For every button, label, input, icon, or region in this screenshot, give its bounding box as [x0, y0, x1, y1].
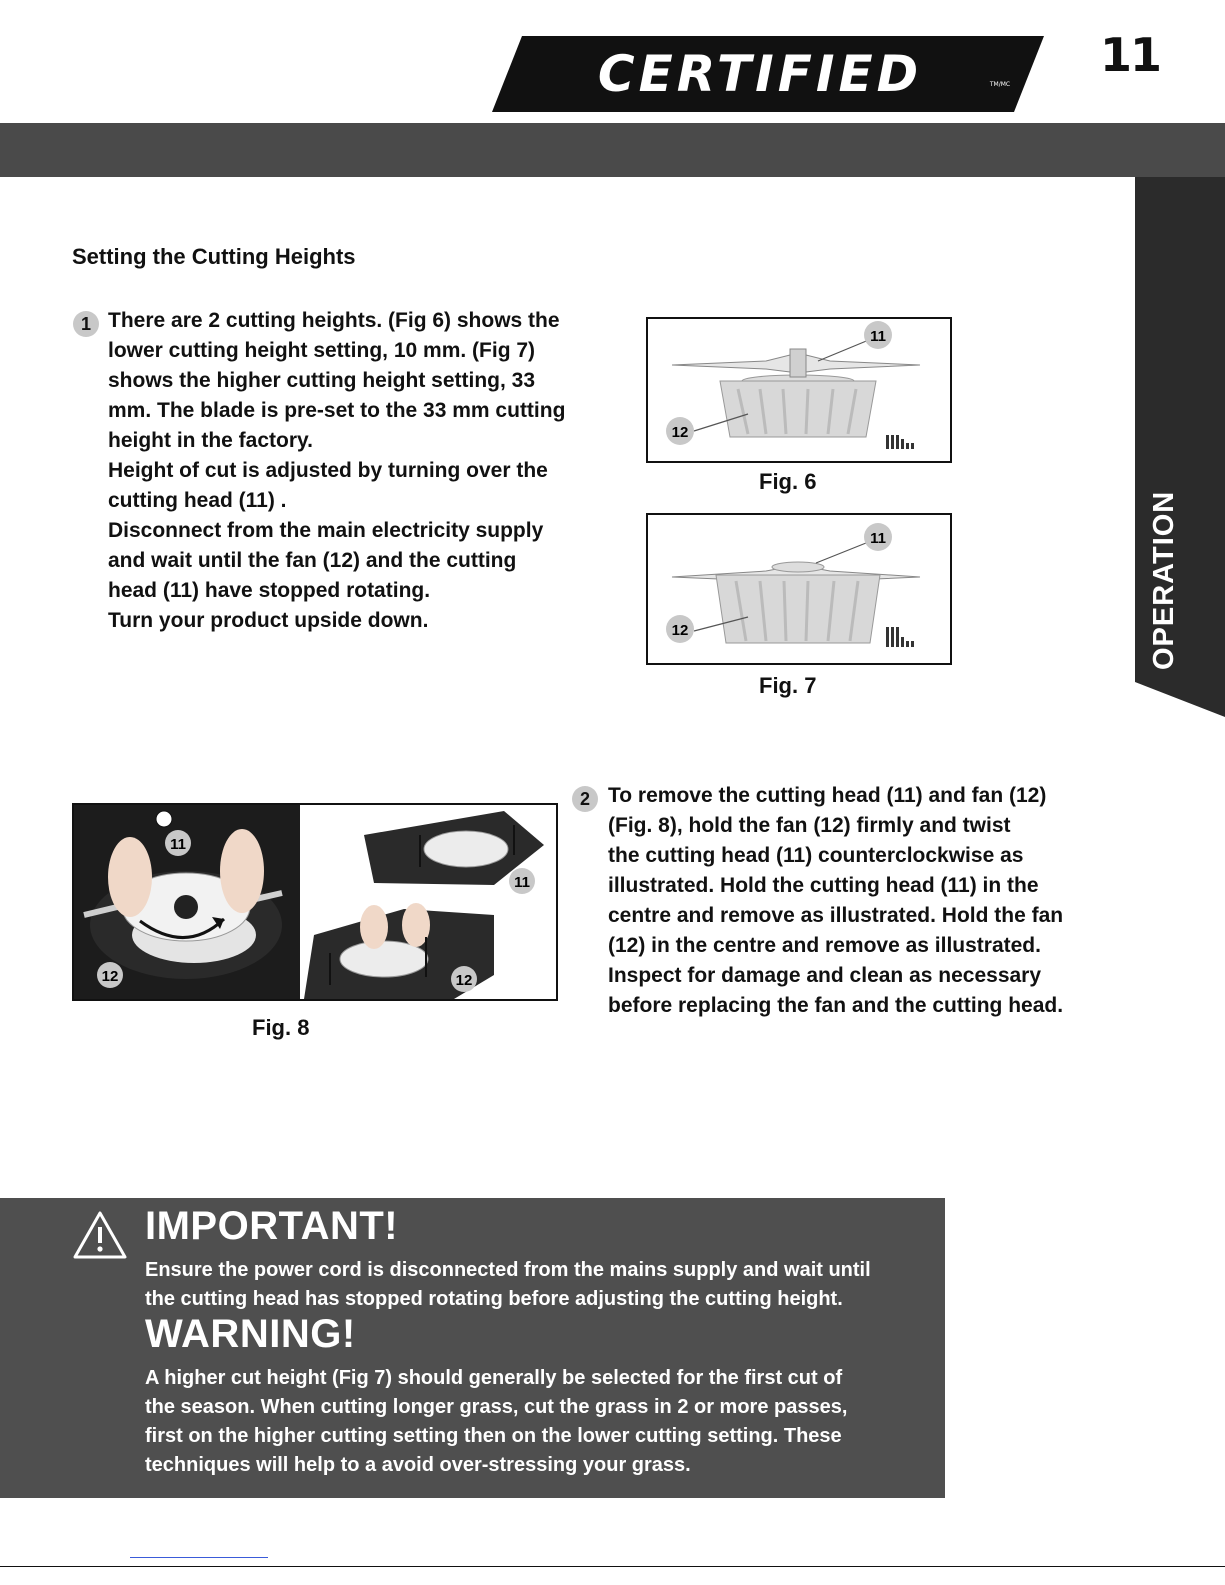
text-line: cutting head (11) .	[108, 489, 287, 512]
text-line: first on the higher cutting setting then on the lower cutting setting. These	[145, 1425, 842, 1447]
text-line: the season. When cutting longer grass, cut the grass in 2 or more passes,	[145, 1396, 848, 1418]
text-line: techniques will help to a avoid over-stressing your grass.	[145, 1454, 691, 1476]
side-tab-label: OPERATION	[1148, 490, 1180, 670]
text-line: mm. The blade is pre-set to the 33 mm cutting	[108, 399, 566, 422]
header-band	[0, 123, 1225, 177]
fig-7-image	[646, 513, 952, 665]
text-line: There are 2 cutting heights. (Fig 6) shows the	[108, 309, 560, 332]
text-line: Turn your product upside down.	[108, 609, 429, 632]
text-line: before replacing the fan and the cutting head.	[608, 994, 1064, 1017]
callout-11: 11	[870, 530, 886, 547]
warning-text	[145, 1364, 935, 1480]
step-1-number: 1	[73, 311, 99, 337]
important-notice-box	[0, 1198, 945, 1498]
logo-text: CERTIFIED	[597, 45, 923, 103]
text-line: Height of cut is adjusted by turning over the	[108, 459, 548, 482]
callout-12: 12	[101, 968, 119, 985]
fig-8-image	[72, 803, 558, 1001]
fan-height-low-icon	[886, 435, 914, 449]
footer-link-underline	[130, 1557, 268, 1558]
fig-6-caption: Fig. 6	[759, 469, 817, 494]
step-2-text	[608, 781, 1088, 1021]
text-line: lower cutting height setting, 10 mm. (Fig 7)	[108, 339, 536, 362]
text-line: and wait until the fan (12) and the cutting	[108, 549, 517, 572]
step-2-number: 2	[572, 786, 598, 812]
text-line: Ensure the power cord is disconnected from the mains supply and wait until	[145, 1259, 871, 1281]
text-line: A higher cut height (Fig 7) should generally be selected for the first cut of	[145, 1367, 843, 1389]
fig-7-caption: Fig. 7	[759, 673, 817, 698]
page-number: 11	[1100, 28, 1161, 82]
text-line: height in the factory.	[108, 429, 313, 452]
warning-triangle-icon	[72, 1210, 128, 1260]
callout-12: 12	[455, 972, 473, 989]
text-line: centre and remove as illustrated. Hold the fan	[608, 904, 1064, 927]
important-heading: IMPORTANT!	[145, 1204, 399, 1248]
text-line: the cutting head (11) counterclockwise as	[608, 844, 1024, 867]
fan-height-high-icon	[886, 627, 914, 647]
callout-11: 11	[170, 836, 186, 853]
text-line: (12) in the centre and remove as illustrated.	[608, 934, 1041, 957]
certified-logo	[492, 36, 1044, 112]
text-line: head (11) have stopped rotating.	[108, 579, 431, 602]
important-text	[145, 1256, 935, 1314]
text-line: illustrated. Hold the cutting head (11) in the	[608, 874, 1039, 897]
section-title: Setting the Cutting Heights	[72, 244, 356, 269]
callout-12: 12	[671, 424, 689, 441]
fig-6-image	[646, 317, 952, 463]
text-line: Inspect for damage and clean as necessary	[608, 964, 1042, 987]
footer-rule	[0, 1566, 1225, 1567]
step-1-text	[108, 306, 598, 636]
callout-11: 11	[514, 874, 530, 891]
text-line: To remove the cutting head (11) and fan (12)	[608, 784, 1047, 807]
logo-trademark: TM/MC	[989, 81, 1011, 88]
text-line: Disconnect from the main electricity supply	[108, 519, 544, 542]
text-line: the cutting head has stopped rotating before adjusting the cutting height.	[145, 1288, 843, 1310]
callout-12: 12	[671, 622, 689, 639]
callout-11: 11	[870, 328, 886, 345]
text-line: shows the higher cutting height setting, 33	[108, 369, 536, 392]
fig-8-caption: Fig. 8	[252, 1015, 310, 1040]
warning-heading: WARNING!	[145, 1312, 356, 1356]
text-line: (Fig. 8), hold the fan (12) firmly and twist	[608, 814, 1011, 837]
